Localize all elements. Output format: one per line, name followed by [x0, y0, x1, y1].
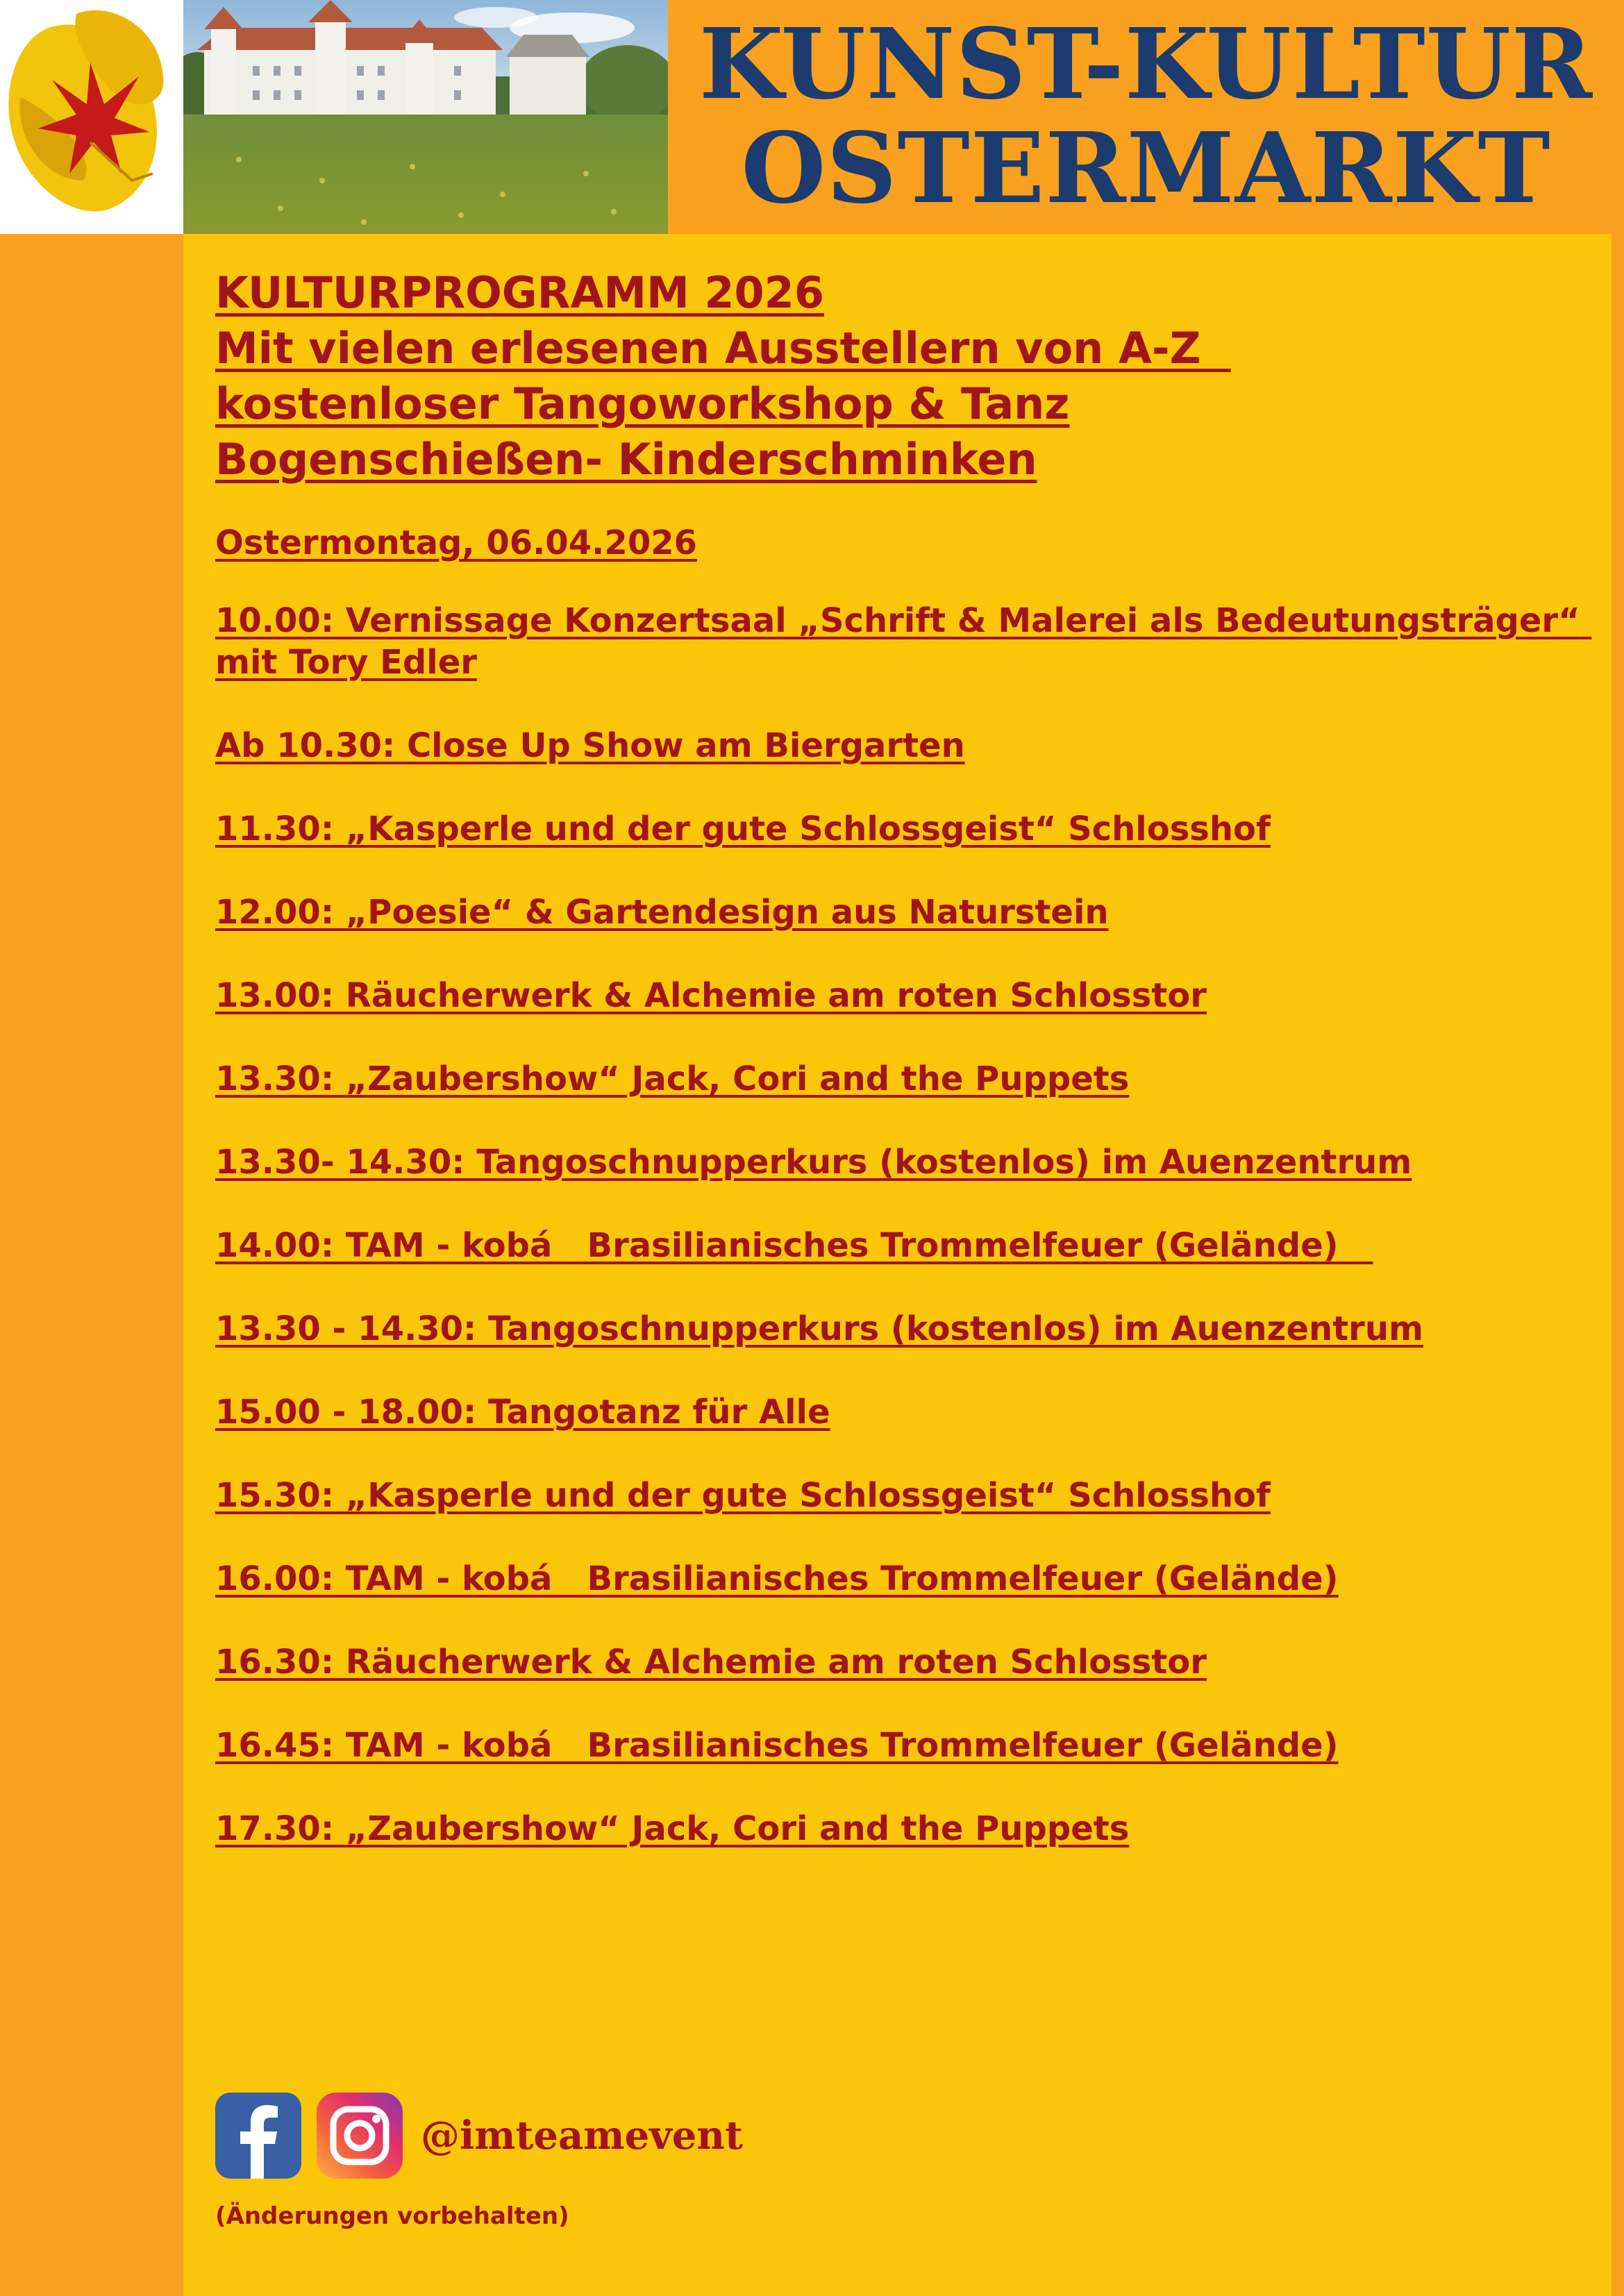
title-line-2: OSTERMARKT — [741, 112, 1551, 226]
event-date: Ostermontag, 06.04.2026 — [215, 523, 698, 562]
schedule-item: 15.30: „Kasperle und der gute Schlossgeist“ Schlosshof — [215, 1476, 1271, 1515]
headline-line: KULTURPROGRAMM 2026 — [215, 267, 824, 318]
schedule-item: Ab 10.30: Close Up Show am Biergarten — [215, 726, 965, 765]
instagram-icon[interactable] — [317, 2093, 403, 2179]
castle-photo — [183, 0, 668, 234]
schedule-item: 10.00: Vernissage Konzertsaal „Schrift & Malerei als Bedeutungsträger“ mit Tory Edler — [215, 601, 1592, 682]
program-content — [215, 265, 1624, 1891]
schedule-item: 16.00: TAM - kobá Brasilianisches Trommelfeuer (Gelände) — [215, 1559, 1339, 1598]
left-orange-strip — [0, 0, 183, 2296]
schedule-item: 13.30: „Zaubershow“ Jack, Cori and the Puppets — [215, 1059, 1130, 1098]
social-handle: @imteamevent — [421, 2113, 743, 2159]
title-line-1: KUNST-KULTUR — [698, 8, 1593, 121]
schedule-item: 16.30: Räucherwerk & Alchemie am roten Schlosstor — [215, 1643, 1207, 1682]
event-title — [668, 8, 1624, 226]
schedule-item: 13.30- 14.30: Tangoschnupperkurs (kostenlos) im Auenzentrum — [215, 1143, 1412, 1182]
leaf-logo-image — [0, 0, 183, 234]
schedule-item: 15.00 - 18.00: Tangotanz für Alle — [215, 1393, 830, 1432]
schedule-item: 14.00: TAM - kobá Brasilianisches Trommelfeuer (Gelände) — [215, 1226, 1373, 1265]
schedule-item: 12.00: „Poesie“ & Gartendesign aus Naturstein — [215, 893, 1109, 932]
program-headline — [215, 265, 1624, 487]
schedule-item: 17.30: „Zaubershow“ Jack, Cori and the Puppets — [215, 1809, 1130, 1848]
schedule-item: 11.30: „Kasperle und der gute Schlossgeist“ Schlosshof — [215, 810, 1271, 848]
headline-line: kostenloser Tangoworkshop & Tanz — [215, 378, 1070, 429]
disclaimer-note: (Änderungen vorbehalten) — [215, 2202, 569, 2230]
schedule-item: 13.00: Räucherwerk & Alchemie am roten Schlosstor — [215, 976, 1207, 1015]
facebook-icon[interactable] — [215, 2093, 301, 2179]
headline-line: Mit vielen erlesenen Ausstellern von A-Z — [215, 323, 1231, 374]
schedule-list — [215, 600, 1624, 1850]
schedule-item: 13.30 - 14.30: Tangoschnupperkurs (kostenlos) im Auenzentrum — [215, 1309, 1424, 1348]
schedule-item: 16.45: TAM - kobá Brasilianisches Trommelfeuer (Gelände) — [215, 1726, 1339, 1765]
headline-line: Bogenschießen- Kinderschminken — [215, 434, 1037, 485]
social-links — [215, 2093, 743, 2179]
